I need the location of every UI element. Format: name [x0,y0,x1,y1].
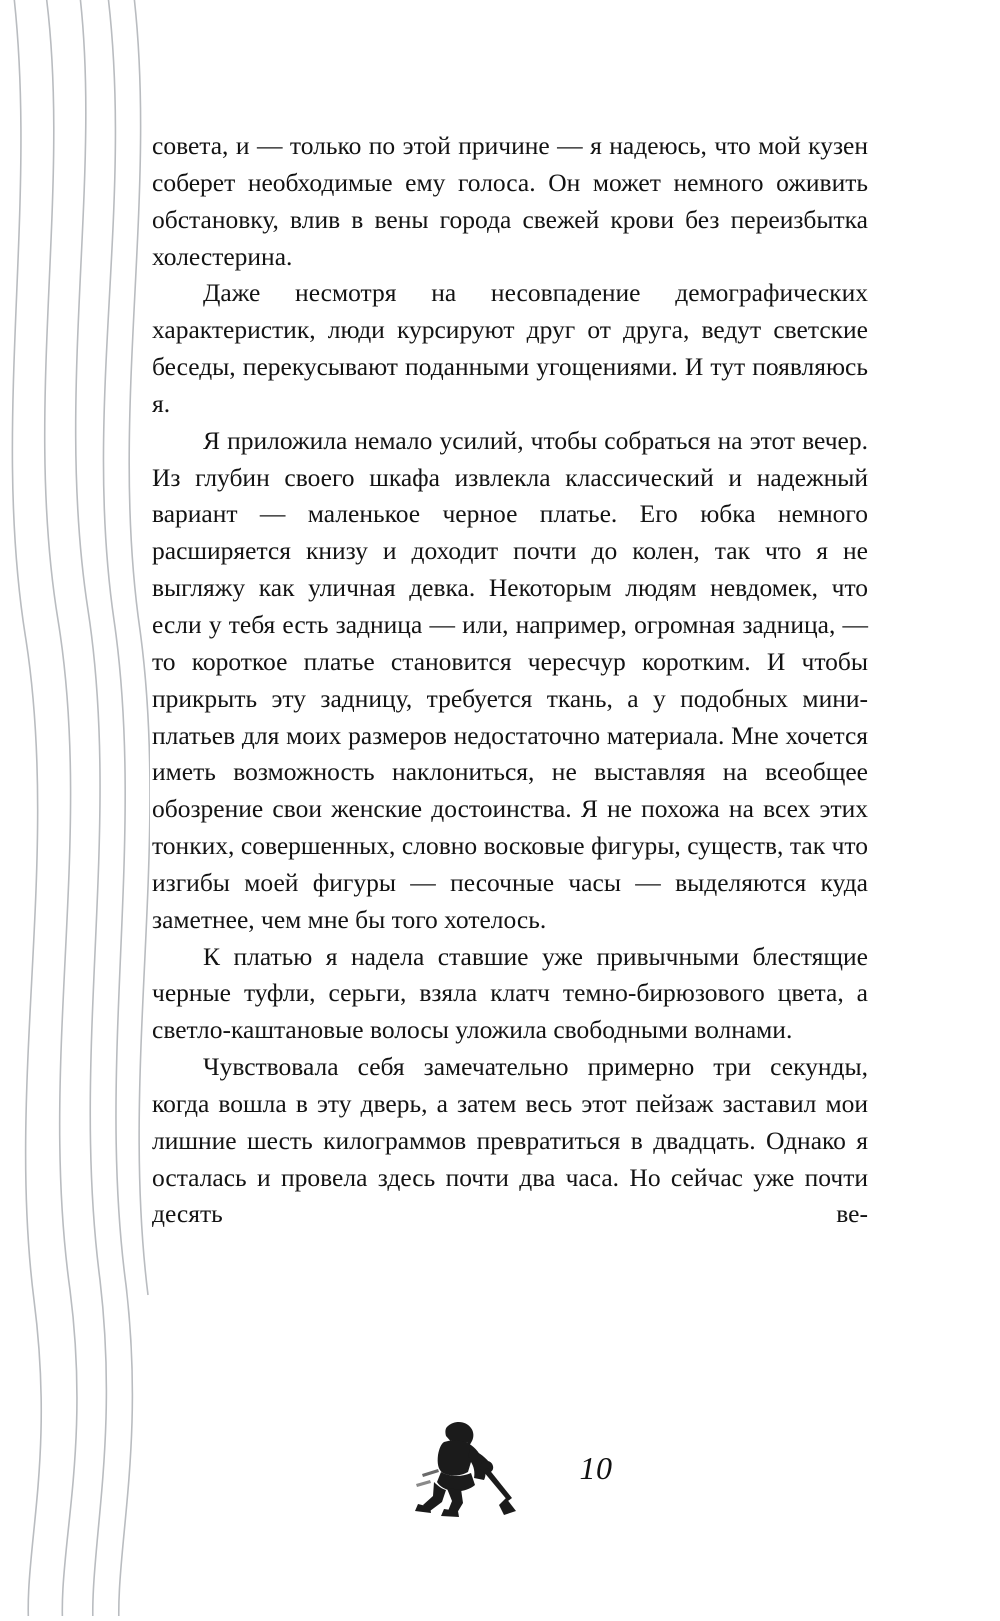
page-number: 10 [579,1449,613,1486]
paragraph: Чувствовала себя замечательно примерно три секунды, когда вошла в эту дверь, а затем весь этот пейзаж заставил мои лишние шесть килограммов превратиться в двадцать. Однако я осталась и провела здесь почти два часа. Но сейчас уже почти десять ве- [152,1052,868,1229]
paragraph: Я приложила немало усилий, чтобы собраться на этот вечер. Из глубин своего шкафа извлекла классический и надежный вариант — маленькое черное платье. Его юбка немного расширяется книзу и доходит почти до колен, так что я не выгляжу как уличная девка. Некоторым людям невдомек, что если у тебя есть задница — или, например, огромная задница, — то короткое платье становится чересчур коротким. И чтобы прикрыть эту задницу, требуется ткань, а у подобных мини-платьев для моих размеров недостаточно материала. Мне хочется иметь возможность наклониться, не выставляя на всеобщее обозрение свои женские достоинства. Я не похожа на всех этих тонких, совершенных, словно восковые фигуры, существ, так что изгибы моей фигуры — песочные часы — выделяются куда заметнее, чем мне бы того хотелось. [152,425,868,934]
wavy-lines-decoration [0,0,150,1616]
hockey-player-icon [408,1416,520,1520]
paragraph: К платью я надела ставшие уже привычными блестящие черные туфли, серьги, взяла клатч темно-бирюзового цвета, а светло-каштановые волосы уложила свободными волнами. [152,941,868,1045]
page-footer [152,1408,868,1528]
paragraph: совета, и — только по этой причине — я надеюсь, что мой кузен соберет необходимые ему голоса. Он может немного оживить обстановку, влив в вены города свежей крови без переизбытка холестерина. [152,131,868,271]
body-text [152,128,868,1233]
paragraph: Даже несмотря на несовпадение демографических характеристик, люди курсируют друг от друга, ведут светские беседы, перекусывают поданными угощениями. И тут появляюсь я. [152,278,868,418]
